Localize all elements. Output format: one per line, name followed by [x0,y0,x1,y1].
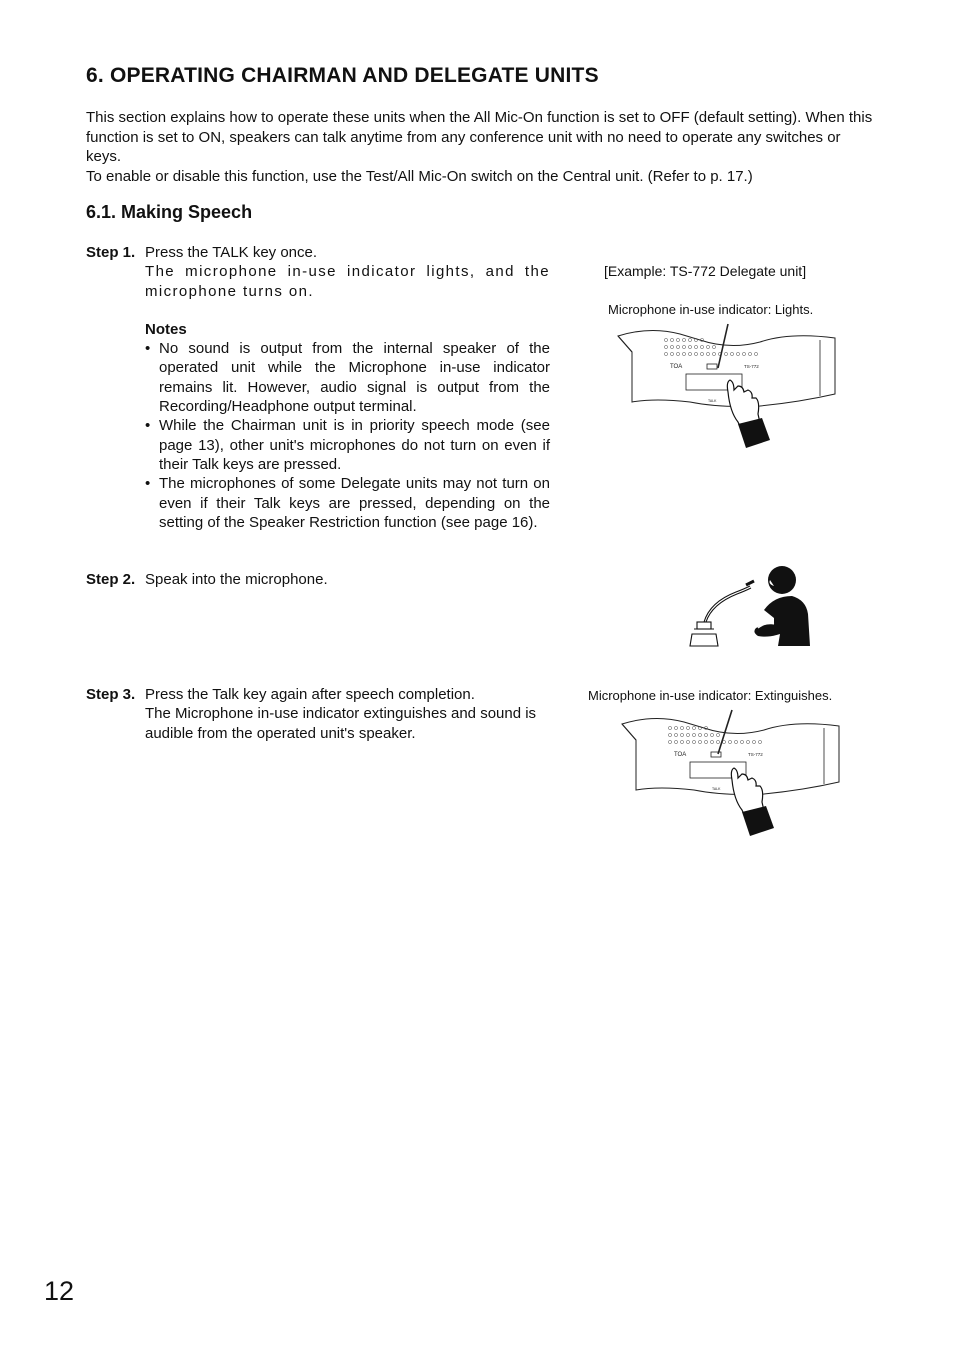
section-title: 6. OPERATING CHAIRMAN AND DELEGATE UNITS [86,64,599,87]
note-item: • The microphones of some Delegate units may not turn on even if their Talk keys are pressed, depending on the setting of the Speaker Restriction function (see page 16). [145,475,550,531]
note-item: • While the Chairman unit is in priority speech mode (see page 13), other unit's microphones do not turn on even if their Talk keys are pressed. [145,417,550,473]
notes-list [145,339,550,532]
gooseneck-microphone-icon [690,581,754,646]
bullet: • [145,417,151,435]
delegate-unit-figure-lit [610,322,840,452]
caption-indicator-lights: Microphone in-use indicator: Lights. [608,302,814,317]
step-3-result: The Microphone in-use indicator extinguishes and sound is audible from the operated unit's speaker. [145,705,537,742]
note-item: • No sound is output from the internal speaker of the operated unit while the Microphone in-use indicator remains lit. However, audio signal is output from the Recording/Headphone output terminal. [145,340,550,416]
person-icon [754,566,810,646]
step-1-label: Step 1. [86,244,136,261]
model-label: TS-772 [744,364,759,369]
brand-logo-text: TOA [674,752,687,758]
bullet: • [145,475,151,493]
step-3-label: Step 3. [86,686,136,703]
step-2-instruction: Speak into the microphone. [145,571,328,588]
speaker-with-microphone-figure [688,562,818,652]
talk-key-label: TALK [712,787,721,791]
step-3-body [145,685,550,743]
step-1-result: The microphone in-use indicator lights, and the microphone turns on. [145,263,550,300]
model-label: TS-772 [748,752,763,757]
talk-key-label: TALK [708,399,717,403]
intro-paragraph-1: This section explains how to operate these units when the All Mic-On function is set to OFF (default setting). When this function is set to ON, speakers can talk anytime from any conference unit with no need to operate any switches or keys. [86,109,873,165]
step-3-instruction: Press the Talk key again after speech completion. [145,686,475,703]
example-caption: [Example: TS-772 Delegate unit] [604,263,807,279]
step-2-label: Step 2. [86,571,136,588]
intro-paragraph-2: To enable or disable this function, use the Test/All Mic-On switch on the Central unit. (Refer to p. 17.) [86,167,753,185]
page-number: 12 [44,1276,75,1306]
bullet: • [145,340,151,358]
caption-indicator-extinguishes: Microphone in-use indicator: Extinguishes. [588,688,833,703]
delegate-unit-figure-off [614,710,844,840]
subsection-title: 6.1. Making Speech [86,202,253,222]
brand-logo-text: TOA [670,364,683,370]
intro-text [86,108,876,186]
step-1-body [145,243,550,532]
notes-title: Notes [145,320,187,338]
step-1-instruction: Press the TALK key once. [145,244,318,261]
step-2-body [145,570,550,589]
